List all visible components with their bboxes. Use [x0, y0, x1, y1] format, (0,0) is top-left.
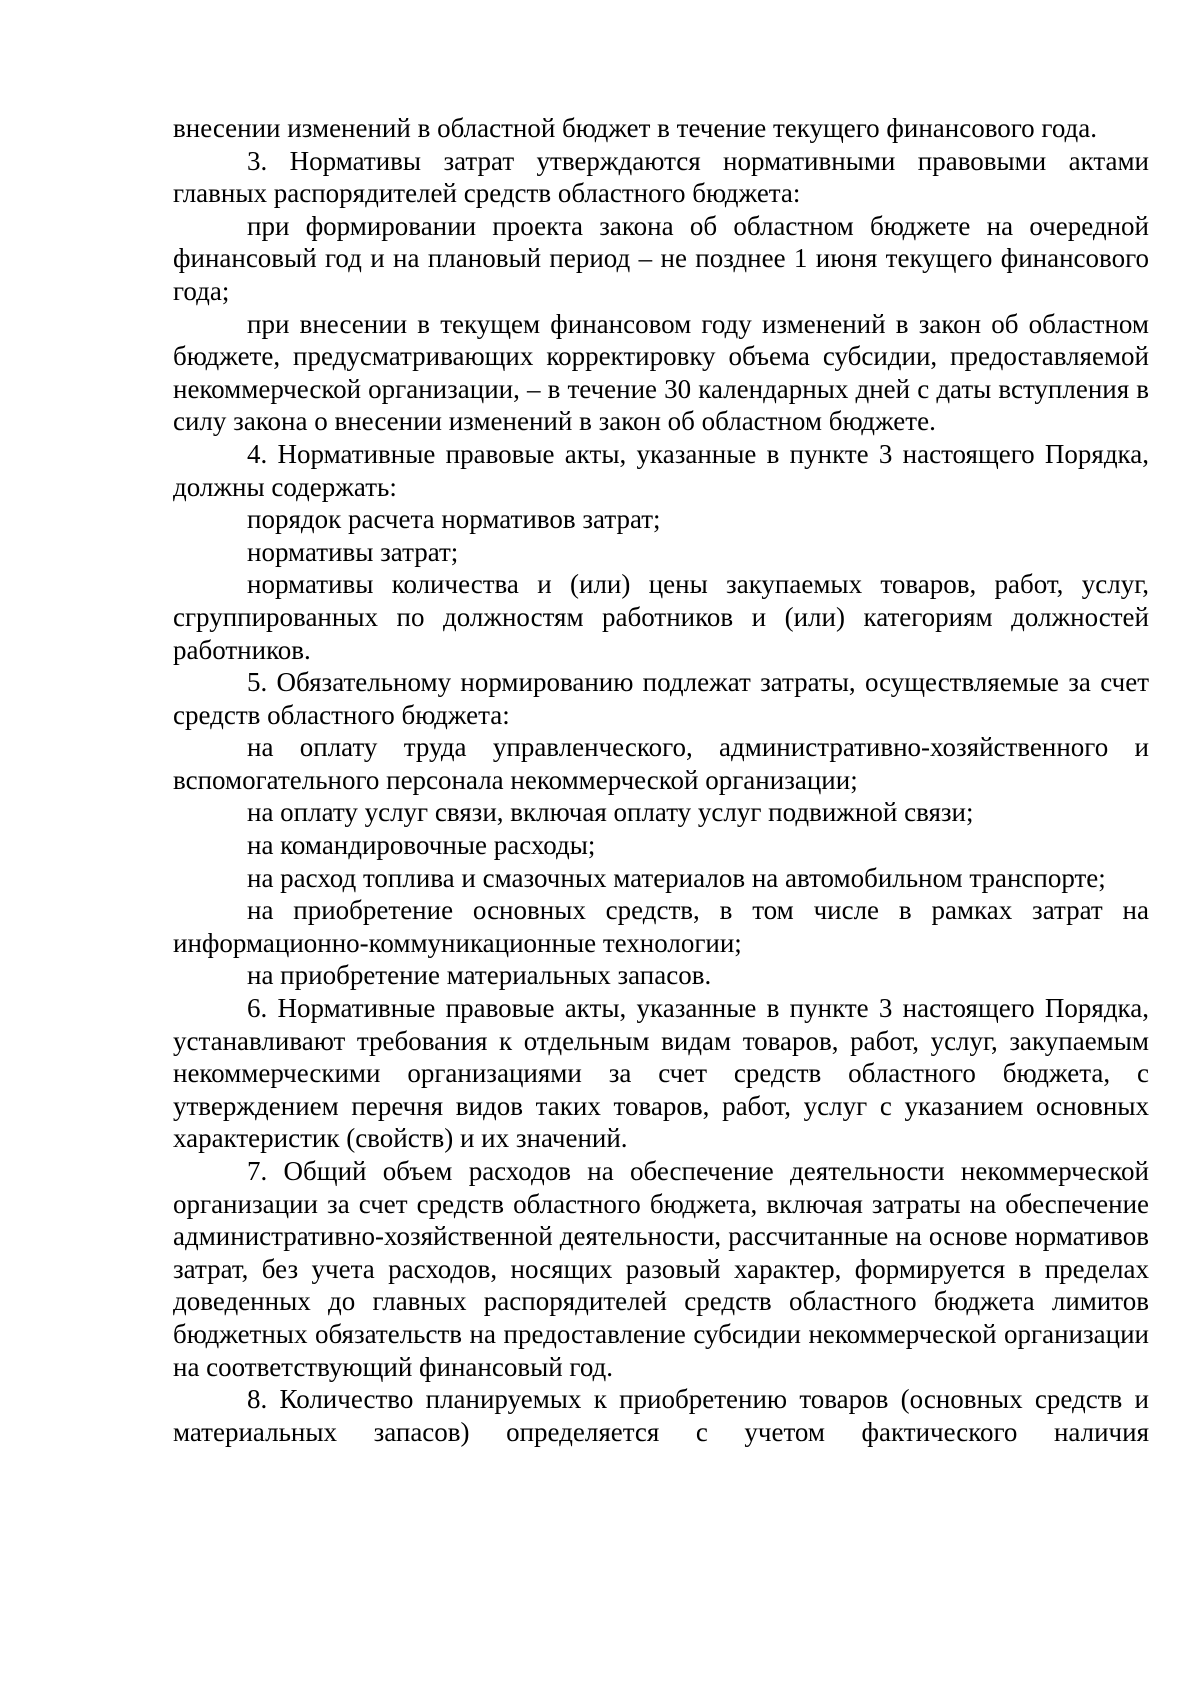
paragraph-item-8: 8. Количество планируемых к приобретению товаров (основных средств и материальных запасов) определяется с учетом фактического наличия	[173, 1384, 1149, 1447]
paragraph-item-5-sub-6: на приобретение материальных запасов.	[247, 960, 712, 991]
paragraph-item-3-sub-1: при формировании проекта закона об областном бюджете на очередной финансовый год и на плановый период – не позднее 1 июня текущего финансового года;	[173, 210, 1149, 306]
paragraph-item-4-sub-1: порядок расчета нормативов затрат;	[247, 504, 661, 535]
paragraph-item-4-sub-3: нормативы количества и (или) цены закупаемых товаров, работ, услуг, сгруппированных по должностям работников и (или) категориям должностей работников.	[173, 569, 1149, 665]
paragraph-item-5-sub-4: на расход топлива и смазочных материалов на автомобильном транспорте;	[247, 862, 1106, 893]
paragraph-item-5: 5. Обязательному нормированию подлежат затраты, осуществляемые за счет средств областного бюджета:	[173, 667, 1149, 730]
paragraph-item-5-sub-5: на приобретение основных средств, в том числе в рамках затрат на информационно-коммуникационные технологии;	[173, 895, 1149, 958]
paragraph-continuation: внесении изменений в областной бюджет в течение текущего финансового года.	[173, 113, 1098, 143]
paragraph-item-6: 6. Нормативные правовые акты, указанные в пункте 3 настоящего Порядка, устанавливают требования к отдельным видам товаров, работ, услуг, закупаемым некоммерческими организациями за счет средств областного бюджета, с утверждением перечня видов таких товаров, работ, услуг с указанием основных характеристик (свойств) и их значений.	[173, 993, 1149, 1154]
paragraph-item-5-sub-2: на оплату услуг связи, включая оплату услуг подвижной связи;	[247, 797, 974, 828]
paragraph-item-5-sub-1: на оплату труда управленческого, административно-хозяйственного и вспомогательного персонала некоммерческой организации;	[173, 732, 1149, 795]
paragraph-item-5-sub-3: на командировочные расходы;	[247, 830, 596, 861]
paragraph-item-3: 3. Нормативы затрат утверждаются нормативными правовыми актами главных распорядителей средств областного бюджета:	[173, 145, 1149, 209]
paragraph-item-4: 4. Нормативные правовые акты, указанные в пункте 3 настоящего Порядка, должны содержать:	[173, 438, 1149, 502]
paragraph-item-7: 7. Общий объем расходов на обеспечение деятельности некоммерческой организации за счет средств областного бюджета, включая затраты на обеспечение административно-хозяйственной деятельности, рассчитанные на основе нормативов затрат, без учета расходов, носящих разовый характер, формируется в пределах доведенных до главных распорядителей средств областного бюджета лимитов бюджетных обязательств на предоставление субсидии некоммерческой организации на соответствующий финансовый год.	[173, 1156, 1149, 1382]
paragraph-item-4-sub-2: нормативы затрат;	[247, 536, 459, 567]
document-body	[173, 112, 1149, 1448]
paragraph-item-3-sub-2: при внесении в текущем финансовом году изменений в закон об областном бюджете, предусматривающих корректировку объема субсидии, предоставляемой некоммерческой организации, – в течение 30 календарных дней с даты вступления в силу закона о внесении изменений в закон об областном бюджете.	[173, 308, 1149, 437]
